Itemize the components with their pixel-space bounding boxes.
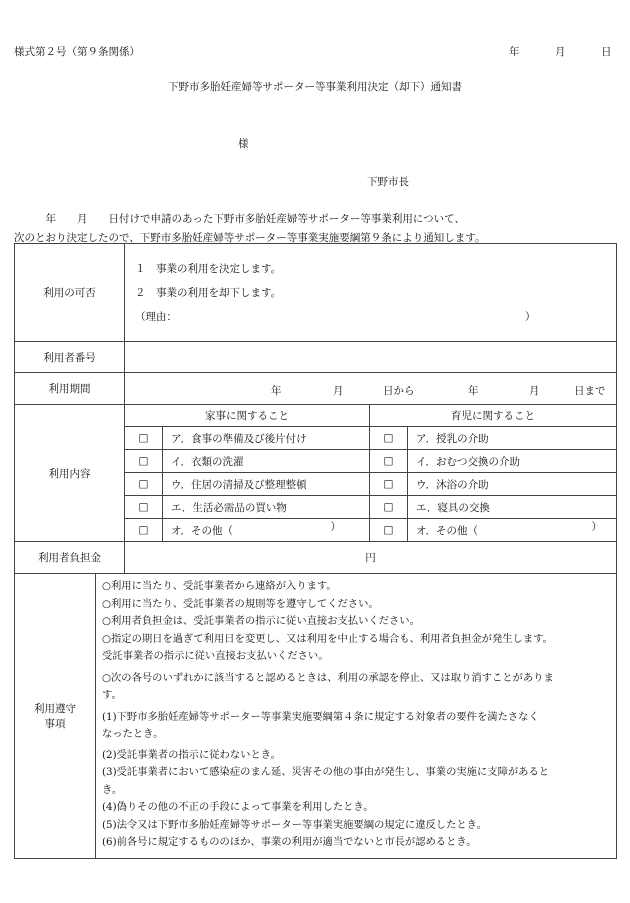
rule-line: ○利用に当たり、受託事業者の規則等を遵守してください。 xyxy=(102,597,379,610)
housework-item-a: ア．食事の準備及び後片付け xyxy=(163,427,370,450)
rules-label-line-1: 利用遵守 xyxy=(34,702,76,715)
housework-item-b: イ．衣類の洗濯 xyxy=(163,450,370,473)
option-reject: ２ 事業の利用を却下します。 xyxy=(135,286,282,299)
rule-line: ○利用者負担金は、受託事業者の指示に従い直接お支払いください。 xyxy=(102,615,420,627)
rule-line: す。 xyxy=(102,689,122,701)
rule-line: ○指定の期日を過ぎて利用日を変更し、又は利用を中止する場合も、利用者負担金が発生します。 xyxy=(102,632,553,645)
period-row xyxy=(15,373,617,405)
rule-line: 受託事業者の指示に従い直接お支払いください。 xyxy=(102,650,329,662)
rule-line: (4)偽りその他の不正の手段によって事業を利用したとき。 xyxy=(102,801,374,813)
availability-row xyxy=(15,244,617,342)
housework-item-e[interactable] xyxy=(163,519,370,542)
period-month-end: 月 xyxy=(529,385,540,397)
childcare-item-b: イ．おむつ交換の介助 xyxy=(408,450,617,473)
content-label: 利用内容 xyxy=(15,405,125,542)
body-text-line-1: 年 月 日付けで申請のあった下野市多胎妊産婦等サポーター等事業利用について、 xyxy=(14,213,465,225)
childcare-checkbox-a[interactable]: □ xyxy=(370,427,408,450)
date-day-label: 日 xyxy=(601,46,612,58)
period-until: 日まで xyxy=(574,385,606,397)
childcare-header: 育児に関すること xyxy=(370,405,617,427)
housework-checkbox-d[interactable]: □ xyxy=(125,496,163,519)
document-title: 下野市多胎妊産婦等サポーター等事業利用決定（却下）通知書 xyxy=(168,81,462,93)
content-header-row xyxy=(15,405,617,427)
period-month-start: 月 xyxy=(333,385,344,397)
childcare-other-close: ） xyxy=(591,521,603,533)
rule-line: (5)法令又は下野市多胎妊産婦等サポーター等事業実施要綱の規定に違反したとき。 xyxy=(102,818,487,831)
reason-field[interactable] xyxy=(125,305,616,329)
availability-options xyxy=(125,244,617,342)
housework-other-close: ） xyxy=(330,521,341,533)
form-number-label: 様式第２号（第９条関係） xyxy=(14,46,140,58)
user-number-label: 利用者番号 xyxy=(15,342,125,373)
body-text-line-2: 次のとおり決定したので、下野市多胎妊産婦等サポーター等事業実施要綱第９条により通知します。 xyxy=(14,232,486,244)
period-from: 日から xyxy=(383,385,415,397)
rules-label xyxy=(15,574,96,859)
rule-line: (1)下野市多胎妊産婦等サポーター等事業実施要綱第４条に規定する対象者の要件を満たさなく xyxy=(102,710,539,723)
burden-unit: 円 xyxy=(365,552,376,564)
housework-checkbox-a[interactable]: □ xyxy=(125,427,163,450)
burden-label: 利用者負担金 xyxy=(15,542,125,574)
childcare-checkbox-d[interactable]: □ xyxy=(370,496,408,519)
period-label: 利用期間 xyxy=(15,373,125,405)
reason-close: ） xyxy=(525,310,536,323)
housework-item-c: ウ．住居の清掃及び整理整頓 xyxy=(163,473,370,496)
addressee-suffix: 様 xyxy=(238,138,249,150)
housework-other-label: オ．その他（ xyxy=(171,524,234,537)
housework-header: 家事に関すること xyxy=(125,405,370,427)
period-year-start: 年 xyxy=(271,385,282,397)
rule-line: (3)受託事業者において感染症のまん延、災害その他の事由が発生し、事業の実施に支障があると xyxy=(102,766,550,778)
option-approve: １ 事業の利用を決定します。 xyxy=(135,262,282,275)
burden-row xyxy=(15,542,617,574)
rule-line: なったとき。 xyxy=(102,728,164,740)
housework-checkbox-b[interactable]: □ xyxy=(125,450,163,473)
rules-row xyxy=(15,574,617,859)
rules-list xyxy=(96,574,617,859)
childcare-item-e[interactable] xyxy=(408,519,617,542)
reason-open: （理由： xyxy=(135,310,177,323)
rule-line: き。 xyxy=(102,783,123,796)
childcare-item-d: エ．寝具の交換 xyxy=(408,496,617,519)
rules-label-line-2: 事項 xyxy=(44,717,66,730)
date-year-label: 年 xyxy=(509,46,520,58)
issuer-name: 下野市長 xyxy=(367,176,409,188)
period-year-end: 年 xyxy=(468,385,479,397)
rule-line: (2)受託事業者の指示に従わないとき。 xyxy=(102,748,281,761)
childcare-checkbox-e[interactable]: □ xyxy=(370,519,408,542)
burden-field[interactable] xyxy=(125,542,617,574)
availability-label: 利用の可否 xyxy=(15,244,125,342)
housework-checkbox-c[interactable]: □ xyxy=(125,473,163,496)
user-number-row xyxy=(15,342,617,373)
housework-checkbox-e[interactable]: □ xyxy=(125,519,163,542)
user-number-field[interactable] xyxy=(125,342,617,373)
rule-line: (6)前各号に規定するもののほか、事業の利用が適当でないと市長が認めるとき。 xyxy=(102,836,477,848)
rule-line: ○次の各号のいずれかに該当すると認めるときは、利用の承認を停止、又は取り消すことがありま xyxy=(102,671,554,684)
childcare-item-c: ウ．沐浴の介助 xyxy=(408,473,617,496)
decision-table xyxy=(14,243,617,859)
date-month-label: 月 xyxy=(555,46,566,58)
childcare-other-label: オ．その他（ xyxy=(416,524,479,537)
childcare-checkbox-b[interactable]: □ xyxy=(370,450,408,473)
rule-line: ○利用に当たり、受託事業者から連絡が入ります。 xyxy=(102,580,337,592)
childcare-checkbox-c[interactable]: □ xyxy=(370,473,408,496)
housework-item-d: エ．生活必需品の買い物 xyxy=(163,496,370,519)
childcare-item-a: ア．授乳の介助 xyxy=(408,427,617,450)
period-field[interactable] xyxy=(125,373,617,405)
